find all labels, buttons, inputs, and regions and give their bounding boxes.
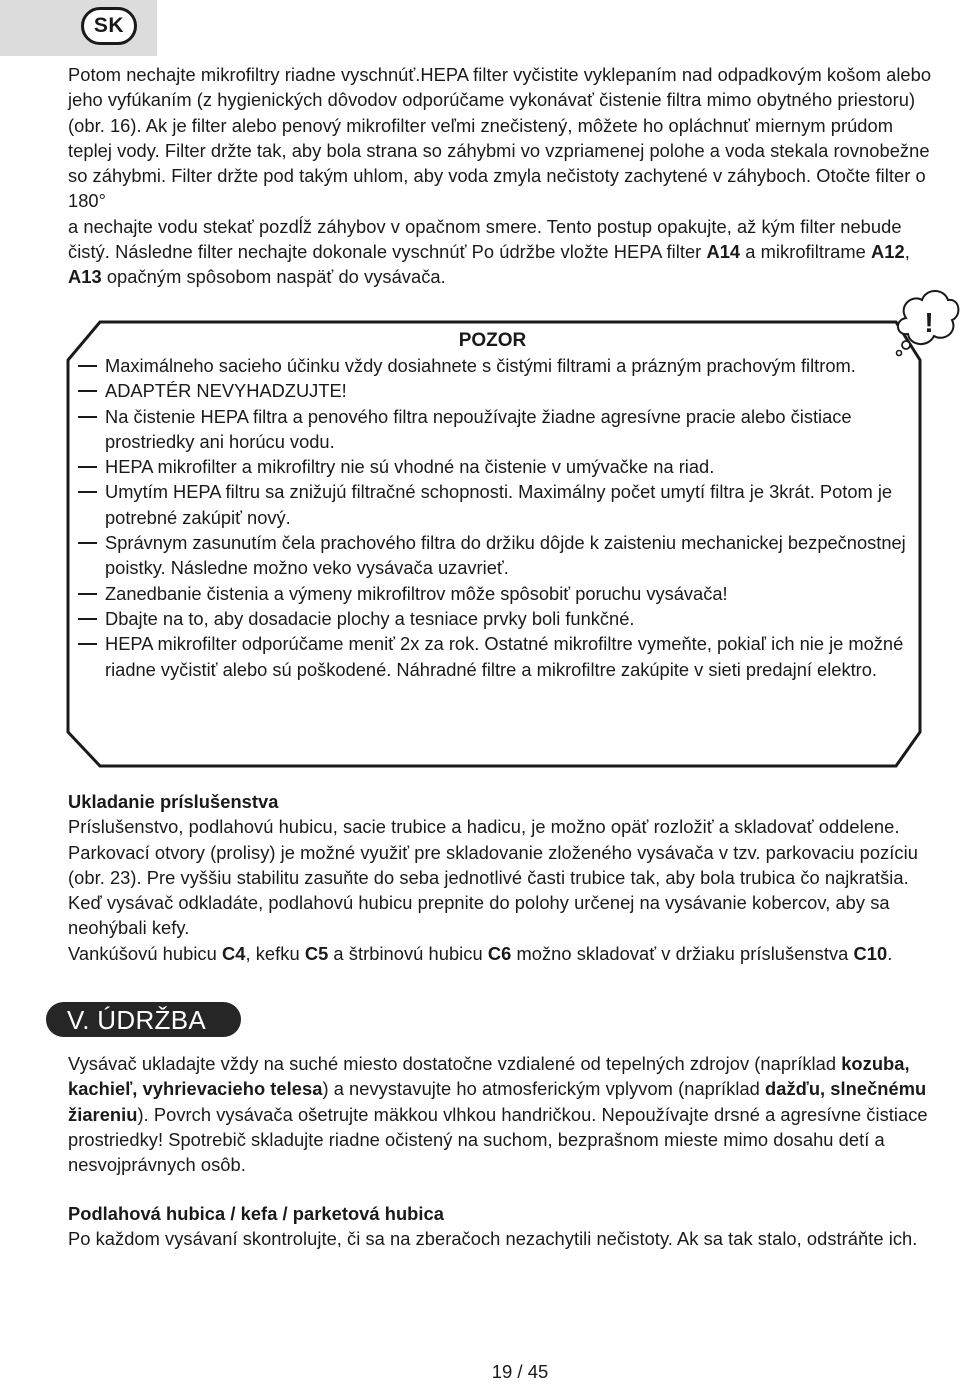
nozzle-body: Po každom vysávaní skontrolujte, či sa na zberačoch nezachytili nečistoty. Ak sa tak stalo, odstráňte ich.: [68, 1228, 918, 1250]
warning-list: [76, 353, 916, 682]
warning-item: Zanedbanie čistenia a výmeny mikrofiltrov môže spôsobiť poruchu vysávača!: [76, 581, 916, 606]
page-number: 19 / 45: [491, 1361, 549, 1382]
warning-item: Maximálneho sacieho účinku vždy dosiahnete s čistými filtrami a prázným prachovým filtrom.: [76, 353, 916, 378]
maintenance-text: ). Povrch vysávača ošetrujte mäkkou vlhkou handričkou. Nepoužívajte drsné a agresívne čistiace prostriedky! Spotrebič skladujte riadne očistený na suchom, bezprašnom mieste mimo dosahu detí a nesvojprávnych osôb.: [68, 1103, 928, 1176]
nozzle-heading: Podlahová hubica / kefa / parketová hubica: [68, 1203, 444, 1224]
warning-item: ADAPTÉR NEVYHADZUJTE!: [76, 378, 916, 403]
warning-item: Umytím HEPA filtru sa znižujú filtračné schopnosti. Maximálny počet umytí filtra je 3krát. Potom je potrebné zakúpiť nový.: [76, 479, 916, 530]
svg-text:!: !: [924, 307, 934, 338]
storage-heading: Ukladanie príslušenstva: [68, 791, 279, 812]
intro-sep: ,: [904, 241, 910, 263]
maintenance-text: ) a nevystavujte ho atmosferickým vplyvom (napríklad: [322, 1078, 766, 1100]
part-code-a12: A12: [871, 241, 905, 263]
maintenance-paragraph: [68, 1051, 938, 1177]
section-title-pill: V. ÚDRŽBA: [46, 1002, 241, 1037]
warning-item: Na čistenie HEPA filtra a penového filtra nepoužívajte žiadne agresívne pracie alebo čistiace prostriedky ani horúcu vodu.: [76, 404, 916, 455]
storage-section: [68, 789, 938, 966]
storage-text: , kefku: [245, 942, 305, 964]
language-badge: SK: [81, 7, 137, 45]
storage-text: a štrbinovú hubicu: [328, 942, 488, 964]
part-code-c4: C4: [221, 942, 246, 964]
maintenance-bold: dažďu, slnečnému žiareniu: [68, 1078, 927, 1125]
intro-text-a: Potom nechajte mikrofiltry riadne vyschnúť.HEPA filter vyčistite vyklepaním nad odpadkovým košom alebo jeho vyfúkaním (z hygienických dôvodov odporúčame vykonávať čistenie filtra mimo obytného priestoru) (obr. 16). Ak je filter alebo penový mikrofilter veľmi znečistený, môžete ho opláchnuť miernym prúdom teplej vody. Filter držte tak, aby bola strana so záhybmi vo vzpriamenej polohe a voda stekala rovnobežne so záhybmi. Filter držte pod takým uhlom, aby voda zmyla nečistoty zachytené v záhyboch. Otočte filter o 180°: [68, 64, 932, 212]
warning-item: HEPA mikrofilter a mikrofiltry nie sú vhodné na čistenie v umývačke na riad.: [76, 454, 916, 479]
storage-body: Príslušenstvo, podlahovú hubicu, sacie trubice a hadicu, je možno opäť rozložiť a skladovať oddelene. Parkovací otvory (prolisy) je možné využiť pre skladovanie zloženého vysávača v tzv. parkovaciu pozíciu (obr. 23). Pre vyššiu stabilitu zasuňte do seba jednotlivé časti trubice tak, aby bola trubica čo najkratšia. Keď vysávač odkladáte, podlahovú hubicu prepnite do polohy určenej na vysávanie kobercov, aby sa neohýbali kefy.: [68, 816, 918, 939]
storage-accessories-line: [68, 941, 938, 966]
maintenance-text: Vysávač ukladajte vždy na suché miesto dostatočne vzdialené od tepelných zdrojov (napríklad: [68, 1053, 842, 1074]
intro-text-d: opačným spôsobom naspäť do vysávača.: [101, 266, 446, 288]
nozzle-section: [68, 1201, 938, 1252]
warning-item: Správnym zasunutím čela prachového filtra do držiku dôjde k zaisteniu mechanickej bezpečnostnej poistky. Následne možno veko vysávača uzavrieť.: [76, 530, 916, 581]
part-code-a14: A14: [706, 241, 741, 263]
warning-item: HEPA mikrofilter odporúčame meniť 2x za rok. Ostatné mikrofiltre vymeňte, pokiaľ ich nie je možné riadne vyčistiť alebo sú poškodené. Náhradné filtre a mikrofiltre zakúpite v sieti predajní elektro.: [76, 631, 916, 682]
storage-text: Vankúšovú hubicu: [68, 942, 222, 964]
intro-text-c: a mikrofiltrame: [740, 241, 872, 263]
part-code-c5: C5: [304, 942, 329, 964]
part-code-a13: A13: [68, 266, 102, 288]
warning-item: Dbajte na to, aby dosadacie plochy a tesniace prvky boli funkčné.: [76, 606, 916, 631]
intro-text-b: a nechajte vodu stekať pozdĺž záhybov v opačnom smere. Tento postup opakujte, až kým filter nebude čistý. Následne filter nechajte dokonale vyschnúť Po údržbe vložte HEPA filter: [68, 215, 902, 263]
part-code-c6: C6: [487, 942, 512, 964]
maintenance-bold: kozuba, kachieľ, vyhrievacieho telesa: [68, 1053, 910, 1100]
storage-text: .: [887, 942, 893, 964]
part-code-c10: C10: [853, 942, 888, 964]
storage-text: možno skladovať v držiaku príslušenstva: [511, 942, 854, 964]
warning-title: POZOR: [458, 330, 527, 351]
